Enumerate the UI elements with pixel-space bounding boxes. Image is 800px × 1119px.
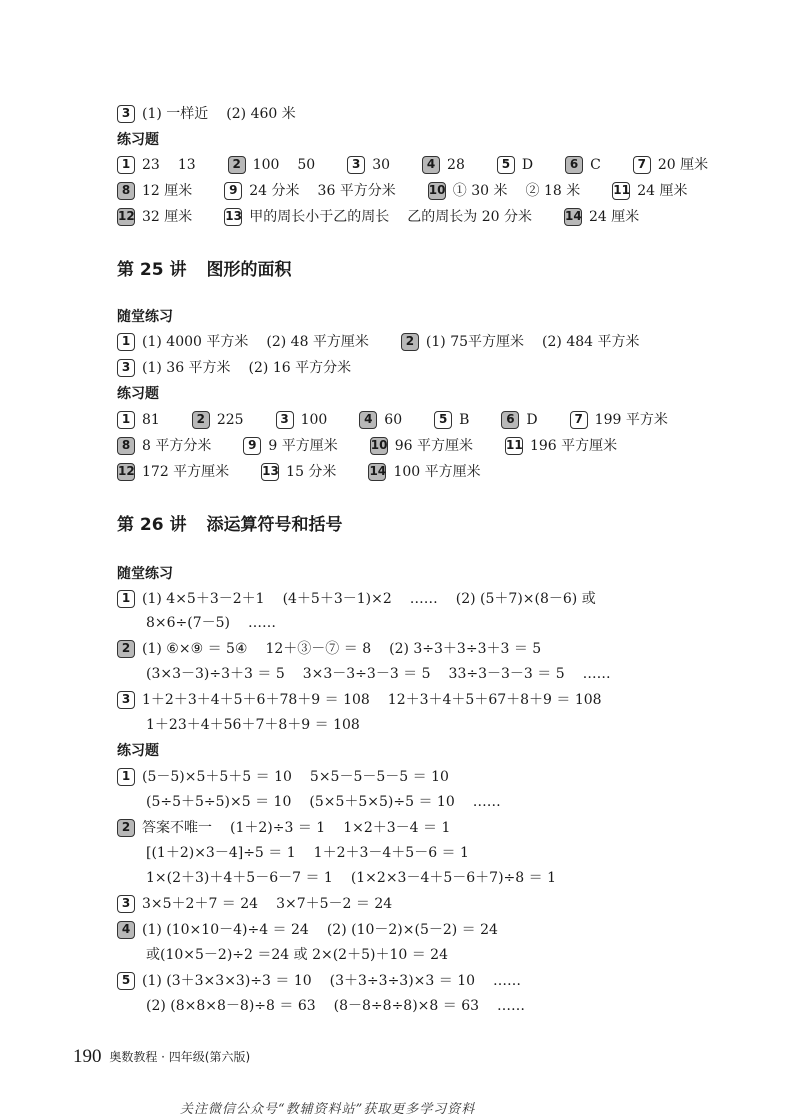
answer-line [117, 589, 628, 609]
answer-text: …… [582, 666, 611, 682]
question-number-badge: 1 [117, 768, 135, 786]
answer-text: (3×3－3)÷3＋3 ＝ 5 [146, 666, 285, 682]
answer-text: C [590, 157, 601, 173]
answer-text: (1×2×3－4＋5－6＋7)÷8 ＝ 1 [350, 870, 556, 886]
answer-item [117, 332, 387, 352]
answer-text: 3×7＋5－2 ＝ 24 [276, 896, 393, 912]
answer-item [401, 332, 658, 352]
answer-item [117, 589, 614, 609]
answer-text: 24 分米 [249, 183, 300, 199]
book-title: 奥数教程 · 四年级(第六版) [109, 1050, 251, 1064]
answer-item [117, 894, 410, 914]
answer-text: 96 平方厘米 [394, 438, 473, 454]
answer-text: (5÷5＋5÷5)×5 ＝ 10 [146, 794, 292, 810]
lecture-number: 第 25 讲 [117, 260, 187, 280]
answer-text: 20 厘米 [657, 157, 709, 173]
answer-item [117, 462, 247, 482]
question-number-badge: 3 [347, 156, 365, 174]
answer-text: 30 [372, 157, 391, 173]
answer-text: (2) 16 平方分米 [248, 360, 352, 376]
answer-item [228, 155, 334, 175]
answer-text: (2) (10－2)×(5－2) ＝ 24 [326, 922, 498, 938]
answer-text: ① 30 米 [452, 183, 508, 199]
answer-item [117, 971, 539, 991]
question-number-badge: 1 [117, 590, 135, 608]
answer-item [276, 410, 346, 430]
exercises-label: 练习题 [117, 743, 159, 759]
answer-text: (1) 一样近 [142, 106, 209, 122]
answer-item [422, 155, 483, 175]
answer-text: 15 分米 [286, 464, 337, 480]
question-number-badge: 12 [117, 208, 135, 226]
question-number-badge: 4 [422, 156, 440, 174]
answer-text: (3＋3÷3÷3)×3 ＝ 10 [329, 973, 476, 989]
answer-item [117, 410, 178, 430]
question-number-badge: 11 [505, 437, 523, 455]
page-footer [73, 1046, 250, 1068]
practice-label: 随堂练习 [117, 309, 173, 325]
answer-text: 3×5＋2＋7 ＝ 24 [142, 896, 259, 912]
answer-item [117, 436, 229, 456]
answer-item [117, 639, 559, 659]
answer-text: 100 [252, 157, 280, 173]
answer-text: 81 [142, 412, 160, 428]
answer-item [117, 818, 468, 838]
answer-text: …… [493, 973, 522, 989]
answer-continuation [146, 715, 378, 735]
question-number-badge: 14 [564, 208, 582, 226]
question-number-badge: 5 [117, 972, 135, 990]
answer-text: 28 [447, 157, 465, 173]
answer-item [434, 410, 487, 430]
answer-line [117, 971, 553, 991]
answer-text: 甲的周长小于乙的周长 [249, 209, 390, 225]
question-number-badge: 3 [117, 359, 135, 377]
answer-text: (2) (5＋7)×(8－6) 或 [455, 591, 596, 607]
question-number-badge: 3 [117, 691, 135, 709]
answer-text: 12＋3＋4＋5＋67＋8＋9 ＝ 108 [387, 692, 602, 708]
answer-text: 1＋2＋3＋4＋5＋6＋78＋9 ＝ 108 [142, 692, 370, 708]
question-number-badge: 3 [117, 895, 135, 913]
answer-text: 172 平方厘米 [142, 464, 230, 480]
question-number-badge: 8 [117, 182, 135, 200]
question-number-badge: 14 [368, 463, 386, 481]
question-number-badge: 2 [117, 819, 135, 837]
question-number-badge: 8 [117, 437, 135, 455]
answer-text: (2) 3÷3＋3÷3＋3 ＝ 5 [389, 641, 542, 657]
answer-text: 乙的周长为 20 分米 [407, 209, 532, 225]
question-number-badge: 4 [359, 411, 377, 429]
answer-line [117, 920, 530, 940]
answer-item [117, 104, 314, 124]
question-number-badge: 7 [633, 156, 651, 174]
answer-line [117, 436, 649, 456]
answer-continuation [146, 664, 629, 684]
answer-text: (2) (8×8×8－8)÷8 ＝ 63 [146, 998, 316, 1014]
section-heading-25 [117, 259, 292, 281]
answer-text: 50 [297, 157, 316, 173]
answer-text: 1＋23＋4＋56＋7＋8＋9 ＝ 108 [146, 717, 360, 733]
question-number-badge: 10 [370, 437, 388, 455]
question-number-badge: 6 [501, 411, 519, 429]
answer-line [117, 894, 424, 914]
answer-text: …… [248, 615, 277, 631]
answer-text: 3×3－3÷3－3 ＝ 5 [302, 666, 431, 682]
answer-text: 23 [142, 157, 160, 173]
answer-text: (1) 4000 平方米 [142, 334, 249, 350]
answer-text: [(1＋2)×3－4]÷5 ＝ 1 [146, 845, 296, 861]
answer-line [117, 181, 720, 201]
answer-text: 33÷3－3－3 ＝ 5 [448, 666, 565, 682]
answer-line [117, 104, 328, 124]
lecture-title: 添运算符号和括号 [206, 515, 343, 535]
answer-text: (1) 36 平方米 [142, 360, 231, 376]
answer-line [117, 690, 634, 710]
answer-text: (8－8÷8÷8)×8 ＝ 63 [333, 998, 480, 1014]
answer-text: 60 [384, 412, 403, 428]
answer-text: (1) 4×5＋3－2＋1 [142, 591, 265, 607]
answer-text: 12 厘米 [142, 183, 193, 199]
lecture-number: 第 26 讲 [117, 515, 187, 535]
question-number-badge: 2 [228, 156, 246, 174]
answer-item [224, 181, 414, 201]
answer-continuation [146, 843, 487, 863]
question-number-badge: 5 [434, 411, 452, 429]
answer-item [359, 410, 420, 430]
answer-item [505, 436, 635, 456]
answer-text: (2) 48 平方厘米 [266, 334, 369, 350]
answer-text: (1) (10×10－4)÷4 ＝ 24 [142, 922, 309, 938]
question-number-badge: 12 [117, 463, 135, 481]
question-number-badge: 11 [612, 182, 630, 200]
question-number-badge: 13 [261, 463, 279, 481]
answer-text: 24 厘米 [637, 183, 688, 199]
answer-text: 8×6÷(7－5) [146, 615, 231, 631]
answer-line [117, 639, 573, 659]
answer-line [117, 410, 700, 430]
answer-item [192, 410, 262, 430]
answer-item [243, 436, 355, 456]
answer-text: 或(10×5－2)÷2 ＝24 或 2×(2＋5)＋10 ＝ 24 [146, 947, 448, 963]
answer-text: 答案不唯一 [142, 820, 212, 836]
answer-text: ② 18 米 [525, 183, 581, 199]
answer-text: 9 平方厘米 [268, 438, 338, 454]
question-number-badge: 9 [243, 437, 261, 455]
answer-item [428, 181, 598, 201]
answer-item [117, 767, 467, 787]
question-number-badge: 1 [117, 156, 135, 174]
answer-item [117, 358, 369, 378]
question-number-badge: 2 [401, 333, 419, 351]
exercises-label: 练习题 [117, 386, 159, 402]
answer-text: 1＋2＋3－4＋5－6 ＝ 1 [313, 845, 469, 861]
question-number-badge: 10 [428, 182, 446, 200]
question-number-badge: 4 [117, 921, 135, 939]
answer-text: (5－5)×5＋5＋5 ＝ 10 [142, 769, 292, 785]
answer-item [224, 207, 550, 227]
answer-text: (1) ⑥×⑨ ＝ 5④ [142, 641, 248, 657]
answer-text: (4＋5＋3－1)×2 [282, 591, 392, 607]
answer-item [117, 690, 620, 710]
watermark-text: 关注微信公众号“教辅资料站”获取更多学习资料 [180, 1102, 476, 1117]
question-number-badge: 5 [497, 156, 515, 174]
answer-item [497, 155, 551, 175]
answer-continuation [146, 613, 294, 633]
answer-text: 225 [216, 412, 244, 428]
answer-text: 1×2＋3－4 ＝ 1 [343, 820, 451, 836]
answer-text: D [521, 157, 534, 173]
lecture-title: 图形的面积 [206, 260, 292, 280]
answer-item [347, 155, 408, 175]
answer-line [117, 358, 383, 378]
answer-text: 5×5－5－5－5 ＝ 10 [309, 769, 449, 785]
question-number-badge: 1 [117, 411, 135, 429]
answer-line [117, 462, 513, 482]
answer-text: (2) 460 米 [226, 106, 296, 122]
answer-text: 100 [300, 412, 328, 428]
question-number-badge: 2 [117, 640, 135, 658]
answer-text: (1＋2)÷3 ＝ 1 [230, 820, 326, 836]
answer-item [117, 920, 516, 940]
answer-continuation [146, 792, 519, 812]
answer-text: 8 平方分米 [142, 438, 212, 454]
practice-label: 随堂练习 [117, 566, 173, 582]
answer-line [117, 155, 740, 175]
question-number-badge: 1 [117, 333, 135, 351]
answer-item [633, 155, 726, 175]
answer-text: (2) 484 平方米 [542, 334, 640, 350]
answer-item [117, 155, 214, 175]
answer-text: 36 平方分米 [317, 183, 396, 199]
answer-text: …… [472, 794, 501, 810]
answer-continuation [146, 996, 543, 1016]
answer-text: (5×5＋5×5)÷5 ＝ 10 [309, 794, 455, 810]
section-heading-26 [117, 514, 343, 536]
answer-line [117, 818, 482, 838]
answer-item [564, 207, 657, 227]
answer-text: …… [409, 591, 438, 607]
answer-text: 1×(2＋3)＋4＋5－6－7 ＝ 1 [146, 870, 333, 886]
answer-item [261, 462, 354, 482]
answer-line [117, 332, 671, 352]
question-number-badge: 3 [276, 411, 294, 429]
answer-line [117, 767, 481, 787]
question-number-badge: 7 [570, 411, 588, 429]
answer-item [570, 410, 686, 430]
answer-item [117, 181, 210, 201]
answer-text: 32 厘米 [142, 209, 193, 225]
question-number-badge: 13 [224, 208, 242, 226]
answer-item [117, 207, 210, 227]
answer-text: 13 [177, 157, 196, 173]
question-number-badge: 2 [192, 411, 210, 429]
answer-text: 24 厘米 [588, 209, 640, 225]
answer-text: (1) (3＋3×3×3)÷3 ＝ 10 [142, 973, 312, 989]
answer-text: 12＋③－⑦ ＝ 8 [265, 641, 372, 657]
answer-text: 100 平方厘米 [393, 464, 481, 480]
question-number-badge: 9 [224, 182, 242, 200]
answer-text: D [526, 412, 538, 428]
answer-continuation [146, 945, 466, 965]
answer-continuation [146, 868, 574, 888]
answer-text: …… [497, 998, 526, 1014]
page-number: 190 [73, 1046, 102, 1067]
answer-text: (1) 75平方厘米 [425, 334, 525, 350]
answer-item [565, 155, 619, 175]
answer-text: 199 平方米 [594, 412, 668, 428]
answer-item [612, 181, 705, 201]
question-number-badge: 6 [565, 156, 583, 174]
answer-item [501, 410, 555, 430]
exercises-label: 练习题 [117, 132, 159, 148]
answer-text: B [459, 412, 470, 428]
question-number-badge: 3 [117, 105, 135, 123]
answer-text: 196 平方厘米 [529, 438, 618, 454]
answer-item [368, 462, 498, 482]
answer-line [117, 207, 671, 227]
answer-item [370, 436, 491, 456]
